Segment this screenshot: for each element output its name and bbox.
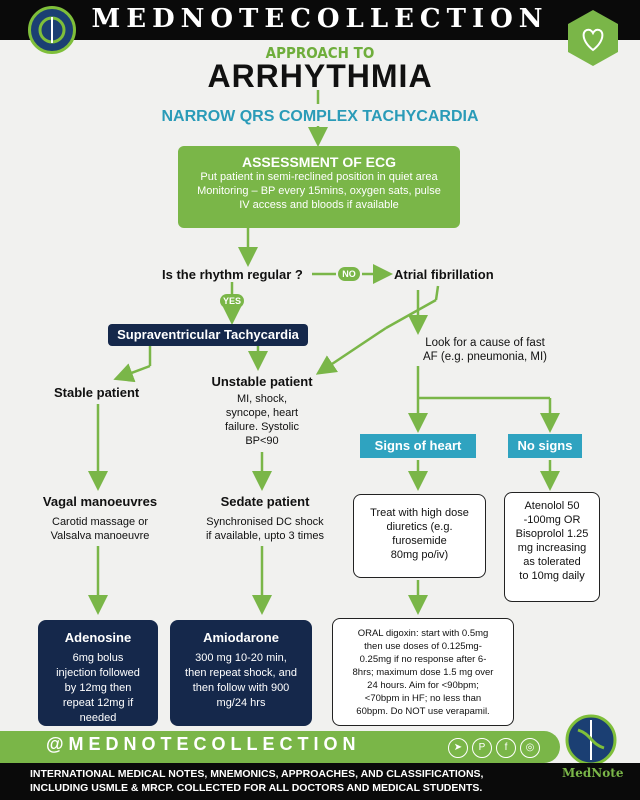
diuretics-line: Treat with high dose xyxy=(370,507,469,519)
adenosine-line: repeat 12mg if xyxy=(62,697,134,709)
af-label: Atrial fibrillation xyxy=(394,267,494,282)
brand-title: MEDNOTECOLLECTION xyxy=(91,4,549,34)
atenolol-line: mg increasing xyxy=(517,542,587,554)
no-badge: NO xyxy=(338,267,360,281)
assessment-heading: ASSESSMENT OF ECG xyxy=(241,154,397,170)
mednote-logo-icon xyxy=(558,712,624,768)
assessment-line: Put patient in semi-reclined position in quiet area xyxy=(200,171,438,183)
atenolol-line: -100mg OR xyxy=(523,514,581,526)
footer xyxy=(0,763,640,800)
diuretics-line: diuretics (e.g. xyxy=(386,521,453,533)
unstable-block xyxy=(200,374,324,448)
digoxin-line: ORAL digoxin: start with 0.5mg xyxy=(357,628,489,639)
instagram-icon[interactable]: ◎ xyxy=(520,738,540,758)
adenosine-line: injection followed xyxy=(56,667,140,679)
adenosine-line: needed xyxy=(79,712,117,724)
af-cause-line: AF (e.g. pneumonia, MI) xyxy=(423,351,547,363)
amiodarone-line: mg/24 hrs xyxy=(216,697,266,709)
assessment-box xyxy=(178,146,460,228)
diuretics-box xyxy=(353,494,486,578)
vagal-block xyxy=(30,494,170,543)
logo-wordmark: MedNote xyxy=(562,766,624,780)
unstable-line: MI, shock, xyxy=(236,393,288,405)
approach-label: APPROACH TO xyxy=(265,44,375,62)
digoxin-line: 8hrs; maximum dose 1.5 mg over xyxy=(352,667,494,678)
af-cause xyxy=(400,336,570,364)
amiodarone-box xyxy=(170,620,312,726)
vagal-line: Valsalva manoeuvre xyxy=(50,530,150,542)
page-title: ARRHYTHMIA xyxy=(207,58,433,94)
unstable-line: failure. Systolic xyxy=(225,421,299,433)
yes-badge: YES xyxy=(220,294,244,308)
atenolol-line: to 10mg daily xyxy=(519,570,585,582)
digoxin-line: <70bpm in HF; no less than xyxy=(364,693,482,704)
adenosine-box xyxy=(38,620,158,726)
footer-line: INTERNATIONAL MEDICAL NOTES, MNEMONICS, APPROACHES, AND CLASSIFICATIONS, xyxy=(30,768,484,780)
digoxin-box xyxy=(332,618,514,726)
atenolol-line: Atenolol 50 xyxy=(524,500,580,512)
atenolol-line: as tolerated xyxy=(523,556,581,568)
assessment-line: Monitoring – BP every 15mins, oxygen sats, pulse xyxy=(197,185,441,197)
atenolol-line: Bisoprolol 1.25 xyxy=(515,528,589,540)
assessment-line: IV access and bloods if available xyxy=(239,199,399,211)
subtitle: NARROW QRS COMPLEX TACHYCARDIA xyxy=(161,108,479,125)
digoxin-line: then use doses of 0.125mg- xyxy=(364,641,482,652)
vagal-line: Carotid massage or xyxy=(52,516,148,528)
social-handle: @MEDNOTECOLLECTION xyxy=(46,734,361,754)
amiodarone-title: Amiodarone xyxy=(203,630,279,645)
unstable-line: syncope, heart xyxy=(225,407,299,419)
sedate-block xyxy=(190,494,340,543)
adenosine-line: 6mg bolus xyxy=(72,652,124,664)
rhythm-question: Is the rhythm regular ? xyxy=(162,267,303,282)
adenosine-title: Adenosine xyxy=(64,630,132,645)
diuretics-line: 80mg po/iv) xyxy=(390,549,449,561)
amiodarone-line: then repeat shock, and xyxy=(185,667,297,679)
diuretics-line: furosemide xyxy=(392,535,447,547)
facebook-icon[interactable]: f xyxy=(496,738,516,758)
adenosine-line: by 12mg then xyxy=(64,682,132,694)
af-cause-line: Look for a cause of fast xyxy=(425,337,545,349)
pinterest-icon[interactable]: P xyxy=(472,738,492,758)
atenolol-box xyxy=(504,492,600,602)
vagal-title: Vagal manoeuvres xyxy=(42,494,158,509)
sedate-line: if available, upto 3 times xyxy=(205,530,324,542)
unstable-title: Unstable patient xyxy=(211,374,313,389)
unstable-line: BP<90 xyxy=(245,435,279,447)
amiodarone-line: then follow with 900 xyxy=(192,682,290,694)
stable-label: Stable patient xyxy=(54,385,140,400)
telegram-icon[interactable]: ➤ xyxy=(448,738,468,758)
digoxin-line: 24 hours. Aim for <90bpm; xyxy=(367,680,479,691)
footer-line: INCLUDING USMLE & MRCP. COLLECTED FOR ALL DOCTORS AND MEDICAL STUDENTS. xyxy=(30,782,483,794)
svt-banner: Supraventricular Tachycardia xyxy=(108,324,308,346)
sedate-title: Sedate patient xyxy=(220,494,310,509)
sedate-line: Synchronised DC shock xyxy=(206,516,324,528)
no-signs-badge: No signs xyxy=(508,434,582,458)
digoxin-line: 60bpm. Do NOT use verapamil. xyxy=(356,706,490,717)
amiodarone-line: 300 mg 10-20 min, xyxy=(195,652,287,664)
signs-heart-badge: Signs of heart xyxy=(360,434,476,458)
digoxin-line: 0.25mg if no response after 6- xyxy=(359,654,487,665)
